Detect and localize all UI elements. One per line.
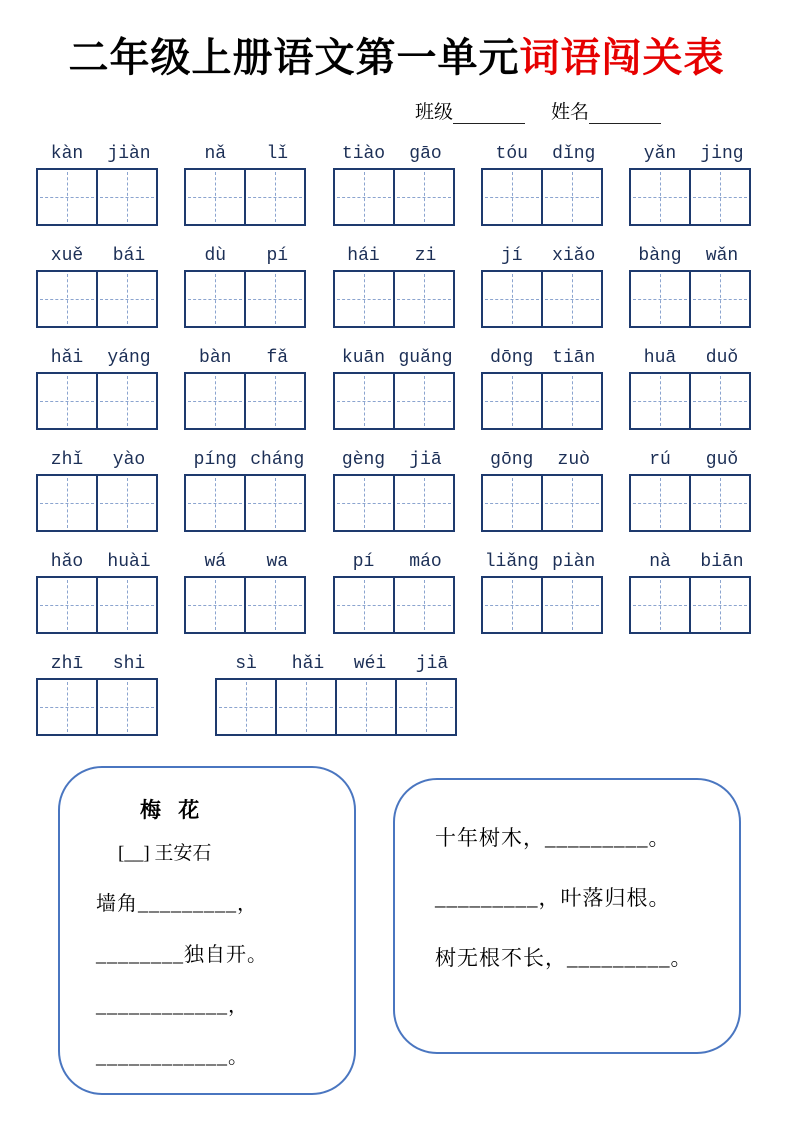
tianzige-box [36, 474, 98, 532]
pinyin-syllable: bái [112, 246, 146, 266]
word-row [36, 652, 753, 736]
pinyin-label [481, 550, 605, 574]
tianzige-box [184, 168, 246, 226]
pinyin-label [481, 244, 605, 268]
tianzige-box [184, 270, 246, 328]
word-group [481, 346, 605, 430]
pinyin-label [36, 142, 160, 166]
writing-boxes [481, 270, 605, 328]
tianzige-box [36, 168, 98, 226]
poem-author: [__] 王安石 [118, 843, 212, 864]
word-group [215, 652, 463, 736]
pinyin-syllable: tóu [495, 144, 528, 164]
word-group [36, 346, 160, 430]
pinyin-label [629, 142, 753, 166]
tianzige-box [541, 576, 603, 634]
writing-boxes [184, 372, 308, 430]
tianzige-box [333, 372, 395, 430]
writing-boxes [333, 168, 457, 226]
tianzige-box [275, 678, 337, 736]
tianzige-box [393, 270, 455, 328]
word-group [333, 448, 457, 532]
word-row [36, 142, 753, 226]
word-group [333, 142, 457, 226]
tianzige-box [36, 372, 98, 430]
pinyin-label [333, 550, 457, 574]
name-blank [589, 104, 661, 124]
poem-line: ________独自开。 [96, 944, 268, 966]
pinyin-syllable: dōng [490, 348, 534, 368]
pinyin-syllable: huài [107, 552, 151, 572]
pinyin-label [184, 550, 308, 574]
pinyin-label [333, 448, 457, 472]
pinyin-syllable: hái [347, 246, 380, 266]
tianzige-box [244, 474, 306, 532]
tianzige-box [629, 168, 691, 226]
word-group [629, 550, 753, 634]
pinyin-label [333, 142, 457, 166]
word-group [36, 448, 160, 532]
pinyin-syllable: wá [204, 552, 227, 572]
pinyin-syllable: nà [649, 552, 671, 572]
tianzige-box [96, 678, 158, 736]
word-row [36, 550, 753, 634]
pinyin-label [36, 346, 160, 370]
word-group [629, 142, 753, 226]
tianzige-box [689, 576, 751, 634]
writing-boxes [36, 168, 160, 226]
pinyin-syllable: wéi [353, 654, 387, 674]
pinyin-syllable: duǒ [705, 348, 739, 368]
writing-boxes [184, 270, 308, 328]
proverb-line: 十年树木，_________。 [435, 826, 671, 850]
poem-line: ____________。 [96, 1046, 249, 1068]
word-group [184, 142, 308, 226]
tianzige-box [96, 576, 158, 634]
tianzige-box [333, 168, 395, 226]
writing-boxes [36, 270, 160, 328]
writing-boxes [481, 168, 605, 226]
word-group [629, 346, 753, 430]
pinyin-syllable: xuě [50, 246, 84, 266]
tianzige-box [481, 576, 543, 634]
pinyin-syllable: sì [235, 654, 257, 674]
pinyin-syllable: bàng [638, 246, 682, 266]
tianzige-box [629, 372, 691, 430]
word-group [629, 244, 753, 328]
pinyin-label [481, 448, 605, 472]
pinyin-syllable: zhī [50, 654, 84, 674]
pinyin-syllable: bàn [199, 348, 232, 368]
word-group [36, 244, 160, 328]
tianzige-box [689, 474, 751, 532]
writing-boxes [481, 474, 605, 532]
word-group [481, 550, 605, 634]
tianzige-box [629, 576, 691, 634]
pinyin-syllable: piàn [552, 552, 596, 572]
word-group [36, 652, 160, 736]
writing-boxes [629, 372, 753, 430]
pinyin-syllable: guǎng [398, 348, 453, 368]
tianzige-box [36, 576, 98, 634]
pinyin-syllable: guǒ [705, 450, 739, 470]
tianzige-box [96, 168, 158, 226]
pinyin-syllable: fǎ [266, 348, 289, 368]
pinyin-syllable: nǎ [204, 144, 227, 164]
pinyin-syllable: gèng [341, 450, 386, 470]
pinyin-syllable: jí [500, 246, 523, 266]
class-name-header [415, 97, 793, 124]
pinyin-syllable: jiā [409, 450, 442, 470]
pinyin-syllable: pí [266, 246, 289, 266]
tianzige-box [244, 168, 306, 226]
tianzige-box [541, 270, 603, 328]
pinyin-syllable: tiān [552, 348, 596, 368]
pinyin-label [184, 142, 308, 166]
tianzige-box [184, 576, 246, 634]
tianzige-box [689, 372, 751, 430]
tianzige-box [333, 474, 395, 532]
pinyin-syllable: píng [193, 450, 237, 470]
poem-line: ____________， [96, 995, 249, 1017]
pinyin-syllable: tiào [341, 144, 386, 164]
pinyin-syllable: lǐ [266, 144, 289, 164]
page-title-main: 二年级上册语文第一单元 [68, 35, 520, 80]
page-title [0, 26, 793, 83]
word-group [481, 448, 605, 532]
word-group [629, 448, 753, 532]
tianzige-box [96, 474, 158, 532]
word-group [36, 550, 160, 634]
class-field [415, 97, 525, 124]
pinyin-syllable: zhǐ [50, 450, 84, 470]
writing-boxes [184, 576, 308, 634]
word-grid [0, 142, 793, 736]
pinyin-syllable: wa [266, 552, 289, 572]
pinyin-syllable: kàn [50, 144, 84, 164]
tianzige-box [333, 270, 395, 328]
word-row [36, 244, 753, 328]
word-group [333, 550, 457, 634]
pinyin-label [184, 346, 308, 370]
word-group [184, 346, 308, 430]
word-group [36, 142, 160, 226]
tianzige-box [393, 168, 455, 226]
pinyin-label [481, 142, 605, 166]
pinyin-syllable: xiǎo [552, 246, 596, 266]
pinyin-syllable: hǎo [50, 552, 84, 572]
bottom-area [0, 766, 793, 1095]
pinyin-syllable: yǎn [643, 144, 677, 164]
pinyin-syllable: biān [700, 552, 744, 572]
pinyin-syllable: rú [649, 450, 671, 470]
pinyin-syllable: zi [414, 246, 437, 266]
tianzige-box [244, 576, 306, 634]
pinyin-syllable: máo [409, 552, 442, 572]
poem-box [58, 766, 356, 1095]
tianzige-box [184, 474, 246, 532]
pinyin-syllable: jiàn [107, 144, 151, 164]
tianzige-box [36, 270, 98, 328]
word-group [184, 550, 308, 634]
tianzige-box [96, 372, 158, 430]
poem-line: 墙角_________， [96, 893, 258, 915]
tianzige-box [335, 678, 397, 736]
pinyin-syllable: yào [112, 450, 146, 470]
writing-boxes [629, 168, 753, 226]
tianzige-box [689, 168, 751, 226]
writing-boxes [629, 576, 753, 634]
writing-boxes [36, 576, 160, 634]
writing-boxes [481, 576, 605, 634]
pinyin-syllable: yáng [107, 348, 151, 368]
pinyin-syllable: dù [204, 246, 227, 266]
writing-boxes [215, 678, 463, 736]
pinyin-syllable: kuān [341, 348, 386, 368]
pinyin-syllable: zuò [557, 450, 590, 470]
writing-boxes [481, 372, 605, 430]
pinyin-label [629, 244, 753, 268]
pinyin-syllable: jing [700, 144, 744, 164]
pinyin-label [629, 550, 753, 574]
proverb-line: _________，叶落归根。 [435, 886, 671, 910]
writing-boxes [333, 474, 457, 532]
word-group [184, 448, 308, 532]
tianzige-box [481, 270, 543, 328]
pinyin-label [215, 652, 463, 676]
proverb-box [393, 778, 741, 1054]
pinyin-syllable: cháng [250, 450, 305, 470]
pinyin-syllable: pí [352, 552, 375, 572]
tianzige-box [393, 474, 455, 532]
tianzige-box [36, 678, 98, 736]
word-group [333, 244, 457, 328]
page-title-highlight: 词语闯关表 [519, 35, 725, 80]
pinyin-label [36, 652, 160, 676]
pinyin-label [184, 448, 308, 472]
pinyin-syllable: liǎng [484, 552, 539, 572]
pinyin-syllable: jiā [415, 654, 449, 674]
tianzige-box [333, 576, 395, 634]
pinyin-syllable: huā [643, 348, 677, 368]
tianzige-box [541, 168, 603, 226]
pinyin-syllable: wǎn [705, 246, 739, 266]
pinyin-label [184, 244, 308, 268]
pinyin-label [333, 244, 457, 268]
pinyin-label [629, 448, 753, 472]
tianzige-box [541, 474, 603, 532]
writing-boxes [629, 270, 753, 328]
class-blank [453, 104, 525, 124]
tianzige-box [629, 474, 691, 532]
tianzige-box [215, 678, 277, 736]
writing-boxes [36, 678, 160, 736]
pinyin-syllable: dǐng [552, 144, 596, 164]
name-label: 姓名 [551, 102, 590, 123]
pinyin-syllable: hǎi [291, 654, 325, 674]
pinyin-label [333, 346, 457, 370]
class-label: 班级 [415, 102, 454, 123]
word-group [481, 142, 605, 226]
pinyin-label [481, 346, 605, 370]
pinyin-label [629, 346, 753, 370]
pinyin-syllable: hǎi [50, 348, 84, 368]
pinyin-syllable: gāo [409, 144, 442, 164]
pinyin-label [36, 550, 160, 574]
pinyin-label [36, 244, 160, 268]
word-row [36, 448, 753, 532]
tianzige-box [481, 474, 543, 532]
tianzige-box [481, 372, 543, 430]
writing-boxes [184, 168, 308, 226]
writing-boxes [36, 372, 160, 430]
tianzige-box [629, 270, 691, 328]
word-row [36, 346, 753, 430]
name-field [551, 97, 661, 124]
poem-title: 梅 花 [140, 798, 206, 822]
word-group [333, 346, 457, 430]
writing-boxes [184, 474, 308, 532]
writing-boxes [629, 474, 753, 532]
tianzige-box [96, 270, 158, 328]
word-group [184, 244, 308, 328]
tianzige-box [395, 678, 457, 736]
pinyin-syllable: shi [112, 654, 146, 674]
writing-boxes [333, 372, 457, 430]
proverb-line: 树无根不长，_________。 [435, 946, 693, 970]
word-group [481, 244, 605, 328]
pinyin-label [36, 448, 160, 472]
tianzige-box [689, 270, 751, 328]
tianzige-box [244, 270, 306, 328]
pinyin-syllable: gōng [490, 450, 534, 470]
tianzige-box [393, 372, 455, 430]
tianzige-box [541, 372, 603, 430]
writing-boxes [36, 474, 160, 532]
tianzige-box [393, 576, 455, 634]
tianzige-box [184, 372, 246, 430]
writing-boxes [333, 576, 457, 634]
tianzige-box [244, 372, 306, 430]
writing-boxes [333, 270, 457, 328]
tianzige-box [481, 168, 543, 226]
